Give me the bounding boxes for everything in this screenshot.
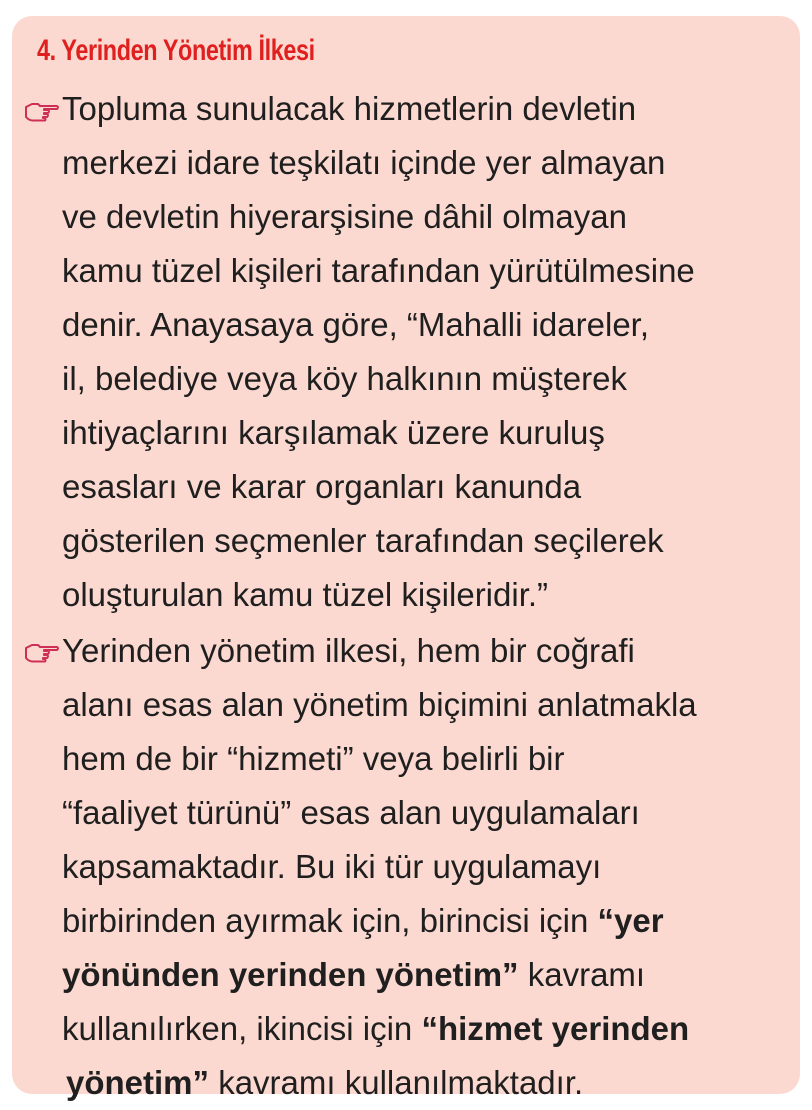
info-card <box>12 16 800 1101</box>
text-line: kapsamaktadır. Bu iki tür uygulamayı <box>62 848 602 885</box>
text-line: esasları ve karar organları kanunda <box>62 468 582 505</box>
text-line <box>62 894 792 948</box>
text-line: Topluma sunulacak hizmetlerin devletin <box>62 90 637 127</box>
text-line <box>62 1002 792 1056</box>
text-normal: birbirinden ayırmak için, birincisi için <box>62 902 598 939</box>
text-line <box>62 1056 792 1110</box>
pointing-hand-icon <box>24 100 60 122</box>
paragraph-explanation <box>62 624 792 1110</box>
text-line: Yerinden yönetim ilkesi, hem bir coğrafi <box>62 632 635 669</box>
text-line: gösterilen seçmenler tarafından seçilerek <box>62 522 664 559</box>
text-bold: “yer <box>597 902 664 939</box>
text-line: ihtiyaçlarını karşılamak üzere kuruluş <box>62 414 605 451</box>
text-line: merkezi idare teşkilatı içinde yer almayan <box>62 144 666 181</box>
text-line: ve devletin hiyerarşisine dâhil olmayan <box>62 198 627 235</box>
text-line: alanı esas alan yönetim biçimini anlatmakla <box>62 686 697 723</box>
text-bold: yönetim” <box>66 1064 210 1101</box>
text-bold: “hizmet yerinden <box>421 1010 690 1047</box>
text-line: kamu tüzel kişileri tarafından yürütülmesine <box>62 252 695 289</box>
paragraph-definition <box>62 82 792 622</box>
text-line: “faaliyet türünü” esas alan uygulamaları <box>62 794 640 831</box>
text-normal: kavramı <box>518 956 646 993</box>
pointing-hand-icon <box>24 641 60 663</box>
text-line <box>62 948 792 1002</box>
text-normal: kullanılırken, ikincisi için <box>62 1010 422 1047</box>
text-line: il, belediye veya köy halkının müşterek <box>62 360 627 397</box>
text-line: oluşturulan kamu tüzel kişileridir.” <box>62 576 549 613</box>
section-heading: 4. Yerinden Yönetim İlkesi <box>37 34 315 67</box>
text-normal: kavramı kullanılmaktadır. <box>209 1064 584 1101</box>
text-line: denir. Anayasaya göre, “Mahalli idareler, <box>62 306 650 343</box>
text-line: hem de bir “hizmeti” veya belirli bir <box>62 740 565 777</box>
text-bold: yönünden yerinden yönetim” <box>62 956 519 993</box>
